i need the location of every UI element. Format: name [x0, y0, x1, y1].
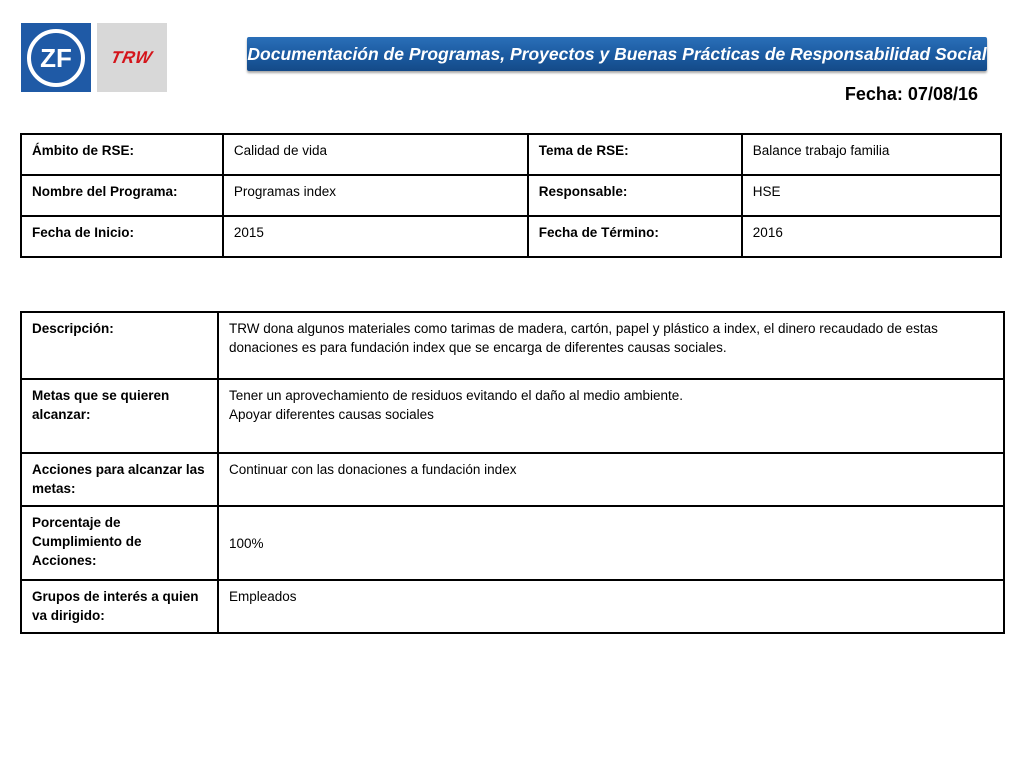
page-title: Documentación de Programas, Proyectos y Buenas Prácticas de Responsabilidad Social: [247, 43, 987, 64]
table-row: [21, 134, 1001, 175]
fecha-inicio-label: Fecha de Inicio:: [21, 216, 223, 257]
metas-line: Tener un aprovechamiento de residuos evitando el daño al medio ambiente.: [229, 388, 684, 403]
programa-value: Programas index: [223, 175, 528, 216]
table-row: [21, 580, 1004, 633]
zf-logo: [21, 23, 91, 92]
porcentaje-label: Porcentaje de Cumplimiento de Acciones:: [21, 506, 218, 580]
table-row: [21, 312, 1004, 379]
tema-label: Tema de RSE:: [528, 134, 742, 175]
grupos-label: Grupos de interés a quien va dirigido:: [21, 580, 218, 633]
metas-label: Metas que se quieren alcanzar:: [21, 379, 218, 453]
ambito-label: Ámbito de RSE:: [21, 134, 223, 175]
programa-label: Nombre del Programa:: [21, 175, 223, 216]
summary-table: [20, 133, 1002, 258]
title-banner: [247, 37, 987, 71]
table-row: [21, 175, 1001, 216]
table-row: [21, 506, 1004, 580]
svg-text:ZF: ZF: [40, 42, 72, 73]
trw-logo-text: TRW: [109, 47, 155, 67]
date-label: Fecha: 07/08/16: [844, 84, 978, 104]
table-row: [21, 216, 1001, 257]
metas-line: Apoyar diferentes causas sociales: [229, 407, 434, 422]
tema-value: Balance trabajo familia: [742, 134, 1001, 175]
table-row: [21, 453, 1004, 506]
grupos-value: Empleados: [218, 580, 1004, 633]
ambito-value: Calidad de vida: [223, 134, 528, 175]
responsable-value: HSE: [742, 175, 1001, 216]
details-table: [20, 311, 1005, 634]
fecha-inicio-value: 2015: [223, 216, 528, 257]
acciones-value: Continuar con las donaciones a fundación index: [218, 453, 1004, 506]
fecha-termino-value: 2016: [742, 216, 1001, 257]
zf-logo-icon: [26, 28, 86, 88]
responsable-label: Responsable:: [528, 175, 742, 216]
descripcion-value: TRW dona algunos materiales como tarimas de madera, cartón, papel y plástico a index, el dinero recaudado de estas donaciones es para fundación index que se encarga de diferentes causas sociales.: [218, 312, 1004, 379]
metas-value: [218, 379, 1004, 453]
descripcion-label: Descripción:: [21, 312, 218, 379]
porcentaje-value: 100%: [218, 506, 1004, 580]
acciones-label: Acciones para alcanzar las metas:: [21, 453, 218, 506]
fecha-termino-label: Fecha de Término:: [528, 216, 742, 257]
trw-logo: [97, 23, 167, 92]
table-row: [21, 379, 1004, 453]
